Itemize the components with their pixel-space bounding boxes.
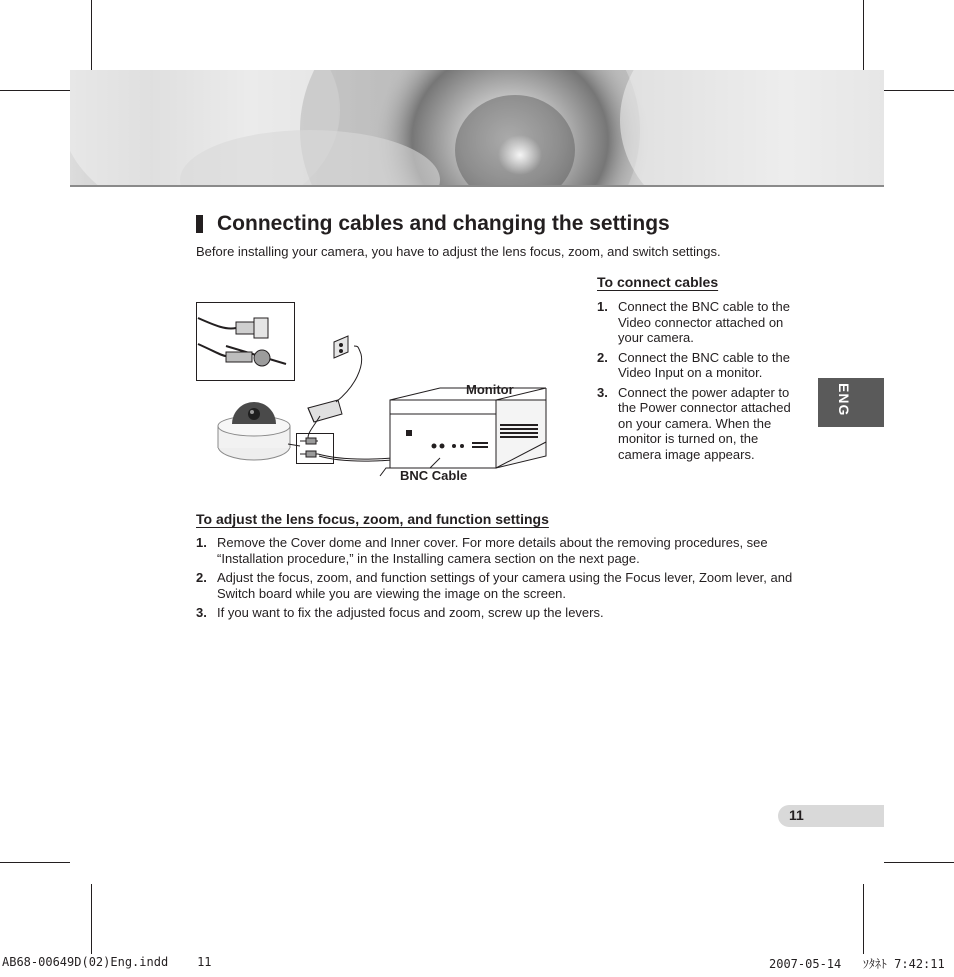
step-number: 2. xyxy=(597,349,608,365)
crop-mark xyxy=(884,90,954,91)
list-item xyxy=(196,570,796,601)
step-number: 1. xyxy=(597,299,608,314)
lens-photo xyxy=(70,70,884,186)
language-tab xyxy=(818,378,884,427)
step-text: Remove the Cover dome and Inner cover. For more details about the removing procedures, see “Installation procedure,” in the Installing camera section on the next page. xyxy=(217,535,768,566)
step-number: 2. xyxy=(196,570,207,585)
language-tab-label: ENG xyxy=(836,383,852,417)
connection-diagram xyxy=(196,296,576,496)
monitor-label: Monitor xyxy=(466,382,514,397)
step-number: 1. xyxy=(196,535,207,550)
banner-rule xyxy=(70,185,884,187)
step-text: Connect the BNC cable to the Video Input on a monitor. xyxy=(618,349,790,380)
step-number: 3. xyxy=(196,605,207,620)
crop-mark xyxy=(863,884,864,954)
step-number: 3. xyxy=(597,384,608,400)
header-banner xyxy=(70,70,884,186)
slug-timestamp: 2007-05-14 ｿﾀﾈﾄ 7:42:11 xyxy=(769,957,945,971)
slug-file: AB68-00649D(02)Eng.indd 11 xyxy=(2,955,212,969)
intro-text: Before installing your camera, you have to adjust the lens focus, zoom, and switch settings. xyxy=(196,244,721,259)
adjust-steps xyxy=(196,535,796,625)
page-number: 11 xyxy=(789,807,804,823)
step-text: If you want to fix the adjusted focus and zoom, screw up the levers. xyxy=(217,605,604,620)
list-item xyxy=(597,350,791,381)
title-marker xyxy=(196,215,203,233)
step-text: Adjust the focus, zoom, and function settings of your camera using the Focus lever, Zoom lever, and Switch board while you are viewing the image on the screen. xyxy=(217,570,793,601)
list-item xyxy=(597,385,791,463)
list-item xyxy=(597,299,791,346)
page-title: Connecting cables and changing the settings xyxy=(217,212,670,235)
crop-mark xyxy=(0,862,70,863)
step-text: Connect the power adapter to the Power connector attached on your camera. When the monitor is turned on, the camera image appears. xyxy=(618,384,791,462)
crop-mark xyxy=(91,884,92,954)
monitor xyxy=(390,388,546,468)
step-text: Connect the BNC cable to the Video connector attached on your camera. xyxy=(618,299,790,345)
list-item xyxy=(196,535,796,566)
crop-mark xyxy=(0,90,70,91)
connector-inset xyxy=(197,303,295,381)
connect-steps xyxy=(597,299,791,466)
connect-cables-heading: To connect cables xyxy=(597,274,719,290)
crop-mark xyxy=(884,862,954,863)
dome-camera xyxy=(218,402,290,460)
list-item xyxy=(196,605,796,621)
bnc-cable-label: BNC Cable xyxy=(400,468,468,483)
adjust-settings-heading: To adjust the lens focus, zoom, and function settings xyxy=(196,511,549,527)
